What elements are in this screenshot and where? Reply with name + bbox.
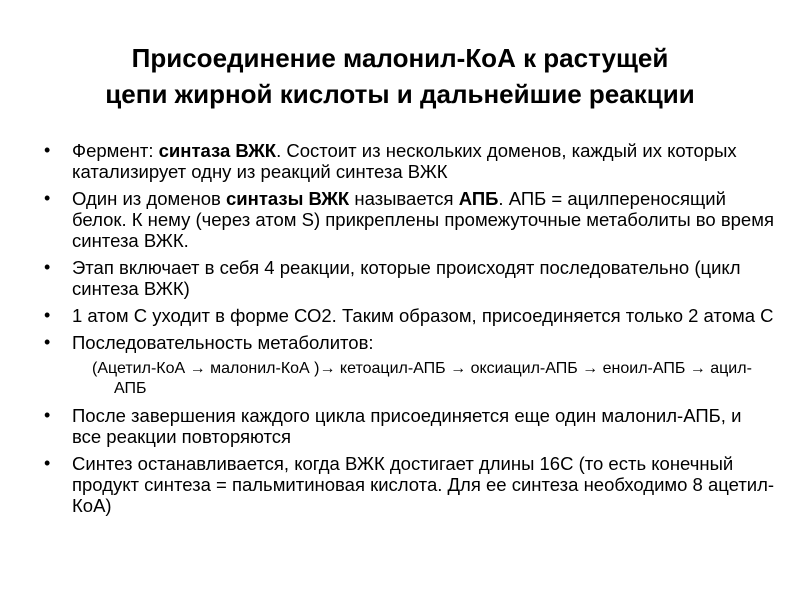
bullet-marker: • — [44, 453, 51, 473]
slide-title — [40, 40, 760, 112]
bullet-list — [30, 140, 775, 522]
text: . АПБ = ацилпереносящий белок. К нему (через атом S) прикреплены промежуточные метаболиты во время синтеза ВЖК. — [72, 188, 774, 251]
list-item — [30, 405, 775, 447]
sub-list-item — [30, 359, 775, 399]
list-item — [30, 453, 775, 516]
bullet-marker: • — [44, 332, 51, 352]
list-item — [30, 305, 775, 326]
list-item — [30, 332, 775, 353]
text: . Состоит из нескольких доменов, каждый их которых катализирует одну из реакций синтеза ВЖК — [72, 140, 737, 182]
bold-text: синтазы ВЖК — [226, 188, 350, 209]
title-line-2: цепи жирной кислоты и дальнейшие реакции — [105, 79, 695, 109]
text: Последовательность метаболитов: — [72, 332, 374, 353]
list-item — [30, 140, 775, 182]
bold-text: АПБ — [458, 188, 499, 209]
list-item — [30, 188, 775, 251]
bullet-marker: • — [44, 140, 51, 160]
bullet-marker: • — [44, 305, 51, 325]
text: Этап включает в себя 4 реакции, которые происходят последовательно (цикл синтеза ВЖК) — [72, 257, 741, 299]
text: Один из доменов — [72, 188, 226, 209]
title-line-1: Присоединение малонил-КоА к растущей — [131, 43, 669, 73]
text: 1 атом С уходит в форме СО2. Таким образом, присоединяется только 2 атома С — [72, 305, 774, 326]
text: называется — [349, 188, 459, 209]
text: Фермент: — [72, 140, 159, 161]
text: Синтез останавливается, когда ВЖК достигает длины 16С (то есть конечный продукт синтеза = пальмитиновая кислота. Для ее синтеза необходимо 8 ацетил-КоА) — [72, 453, 775, 516]
bullet-marker: • — [44, 405, 51, 425]
text: После завершения каждого цикла присоединяется еще один малонил-АПБ, и все реакции повторяются — [72, 405, 742, 447]
list-item — [30, 257, 775, 299]
bold-text: синтаза ВЖК — [158, 140, 277, 161]
bullet-marker: • — [44, 257, 51, 277]
bullet-marker: • — [44, 188, 51, 208]
text: (Ацетил-КоА → малонил-КоА )→ кетоацил-АПБ → оксиацил-АПБ → еноил-АПБ → ацил-АПБ — [92, 360, 752, 397]
